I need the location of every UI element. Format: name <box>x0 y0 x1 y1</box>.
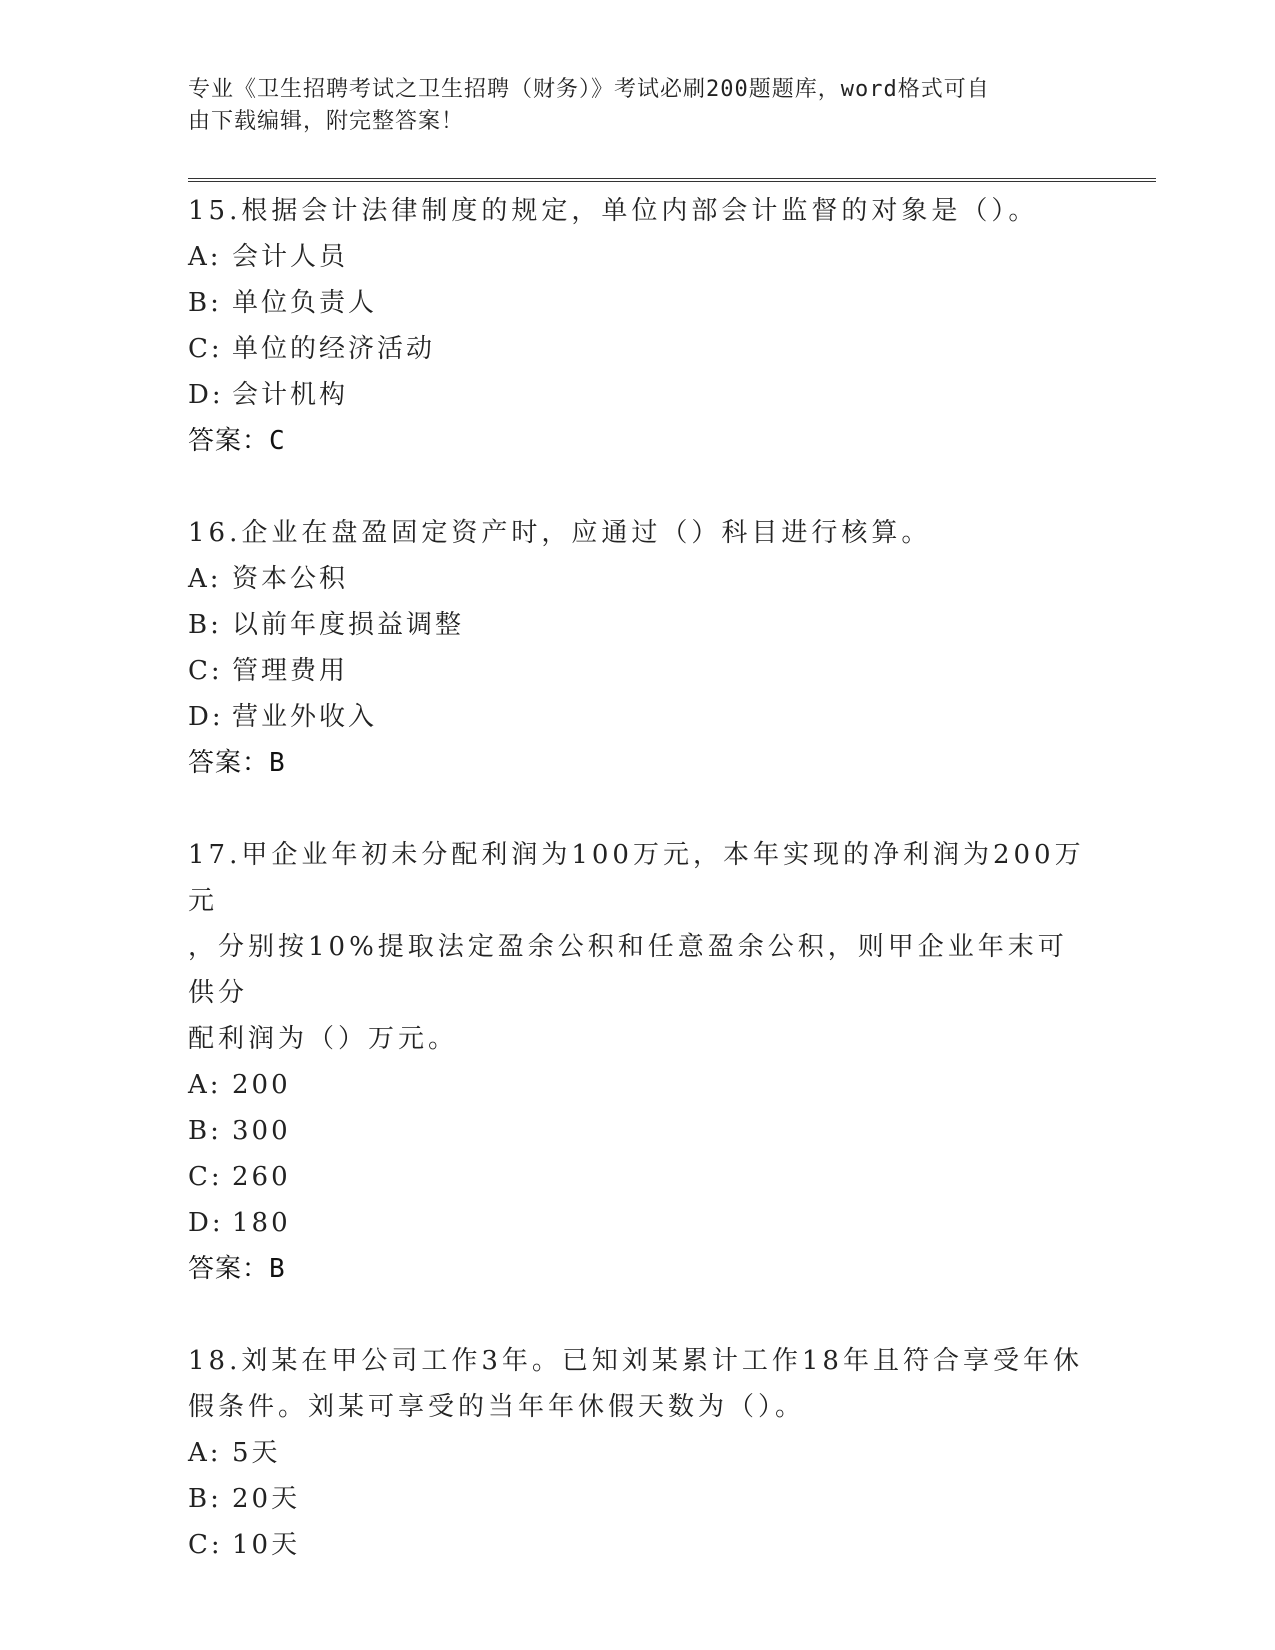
question-stem-line: 18.刘某在甲公司工作3年。已知刘某累计工作18年且符合享受年休 <box>188 1346 1083 1376</box>
option-a <box>188 234 1088 280</box>
option-text: 10天 <box>232 1530 301 1560</box>
question-stem-line: 配利润为（）万元。 <box>188 1024 459 1054</box>
option-b <box>188 1476 1088 1522</box>
question-list <box>188 188 1088 1614</box>
question-stem-line: 16.企业在盘盈固定资产时，应通过（）科目进行核算。 <box>188 518 932 548</box>
question-17 <box>188 832 1088 1292</box>
header-line-1: 专业《卫生招聘考试之卫生招聘（财务）》考试必刷200题题库，word格式可自 <box>188 77 990 102</box>
document-header <box>188 74 1068 138</box>
option-d <box>188 372 1088 418</box>
question-stem-line: 假条件。刘某可享受的当年年休假天数为（）。 <box>188 1392 806 1422</box>
option-text: 200 <box>232 1070 291 1100</box>
option-a <box>188 1430 1088 1476</box>
option-key: A: <box>188 1070 222 1100</box>
option-c <box>188 326 1088 372</box>
option-key: B: <box>188 288 222 318</box>
option-key: C: <box>188 334 223 364</box>
option-text: 260 <box>232 1162 291 1192</box>
option-c <box>188 1154 1088 1200</box>
question-stem-line: 15.根据会计法律制度的规定，单位内部会计监督的对象是（）。 <box>188 196 1039 226</box>
option-b <box>188 280 1088 326</box>
question-18 <box>188 1338 1088 1568</box>
option-text: 会计人员 <box>232 242 349 272</box>
option-text: 300 <box>232 1116 291 1146</box>
header-divider <box>188 178 1156 182</box>
option-c <box>188 648 1088 694</box>
option-text: 会计机构 <box>232 380 349 410</box>
option-a <box>188 556 1088 602</box>
option-key: C: <box>188 1530 223 1560</box>
option-text: 180 <box>232 1208 291 1238</box>
option-text: 以前年度损益调整 <box>232 610 465 640</box>
option-key: C: <box>188 656 223 686</box>
option-text: 管理费用 <box>232 656 349 686</box>
option-text: 20天 <box>232 1484 301 1514</box>
answer-label: 答案：B <box>188 748 286 778</box>
option-c <box>188 1522 1088 1568</box>
option-key: C: <box>188 1162 223 1192</box>
header-line-2: 由下载编辑，附完整答案！ <box>188 109 465 134</box>
question-15 <box>188 188 1088 464</box>
option-a <box>188 1062 1088 1108</box>
question-stem-line: 17.甲企业年初未分配利润为100万元，本年实现的净利润为200万元 <box>188 840 1085 916</box>
answer-label: 答案：B <box>188 1254 286 1284</box>
option-text: 资本公积 <box>232 564 349 594</box>
option-key: A: <box>188 242 222 272</box>
option-d <box>188 1200 1088 1246</box>
option-text: 5天 <box>232 1438 281 1468</box>
option-text: 单位的经济活动 <box>232 334 436 364</box>
option-key: B: <box>188 1116 222 1146</box>
option-key: A: <box>188 1438 222 1468</box>
option-key: D: <box>188 702 224 732</box>
answer-label: 答案：C <box>188 426 286 456</box>
question-stem-line: ，分别按10%提取法定盈余公积和任意盈余公积，则甲企业年末可供分 <box>188 932 1068 1008</box>
option-text: 营业外收入 <box>232 702 378 732</box>
option-key: B: <box>188 610 222 640</box>
option-b <box>188 602 1088 648</box>
option-b <box>188 1108 1088 1154</box>
option-key: D: <box>188 1208 224 1238</box>
option-key: D: <box>188 380 224 410</box>
option-d <box>188 694 1088 740</box>
question-16 <box>188 510 1088 786</box>
option-key: B: <box>188 1484 222 1514</box>
option-key: A: <box>188 564 222 594</box>
option-text: 单位负责人 <box>232 288 378 318</box>
